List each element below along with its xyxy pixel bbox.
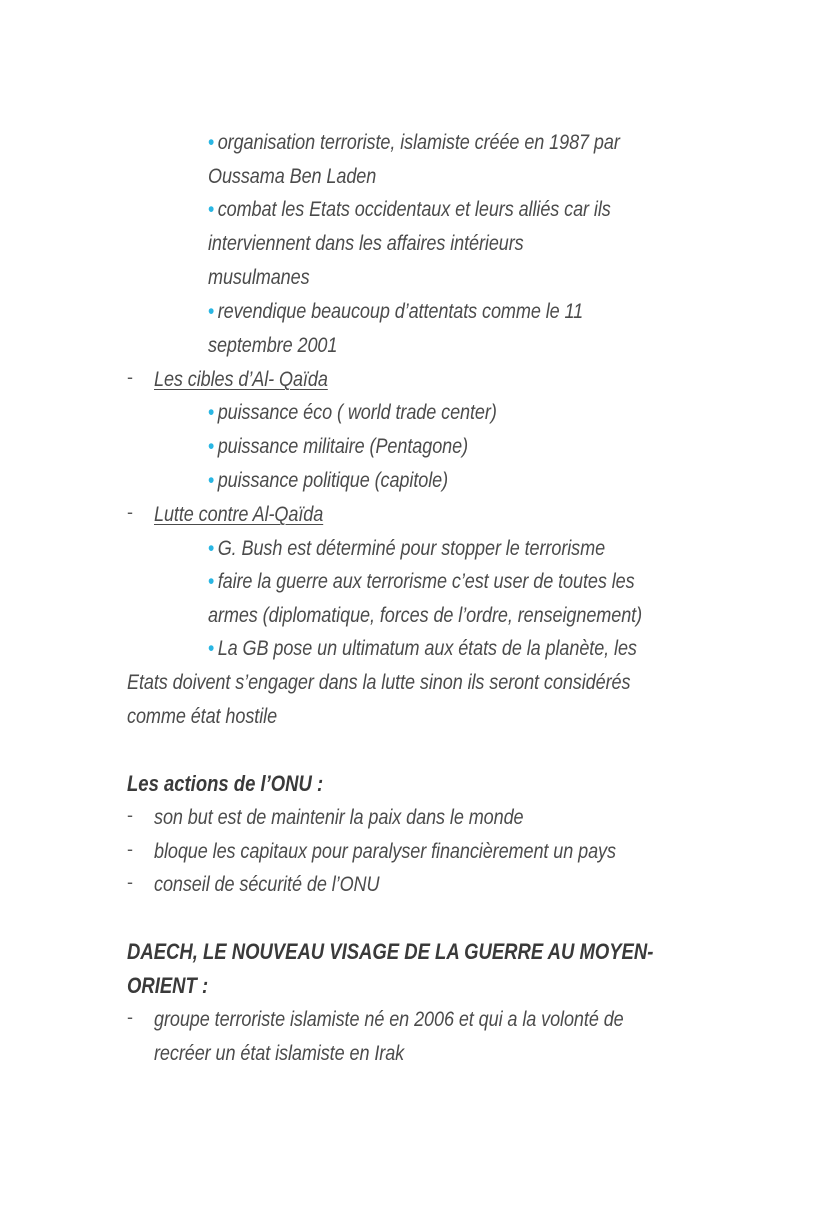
definition-line: septembre 2001 [208, 334, 338, 357]
fight-line: comme état hostile [127, 705, 278, 728]
definition-line: Oussama Ben Laden [208, 165, 377, 188]
onu-item: bloque les capitaux pour paralyser financièrement un pays [154, 840, 616, 863]
daech-heading-line2: ORIENT : [127, 973, 209, 998]
definition-line: interviennent dans les affaires intérieurs [208, 232, 524, 255]
fight-item: • La GB pose un ultimatum aux états de la planète, les [208, 637, 637, 660]
definition-bullet-2: • combat les Etats occidentaux et leurs alliés car ils [208, 198, 611, 221]
dash-marker: - [127, 502, 133, 522]
dash-marker: - [127, 805, 133, 825]
dash-marker: - [127, 1007, 133, 1027]
dash-marker: - [127, 367, 133, 387]
bullet-icon: • [208, 435, 215, 458]
definition-bullet-3: • revendique beaucoup d’attentats comme le 11 [208, 300, 584, 323]
daech-heading-line1: DAECH, LE NOUVEAU VISAGE DE LA GUERRE AU MOYEN- [127, 939, 654, 964]
targets-subtitle: Les cibles d’Al- Qaïda [154, 368, 328, 391]
bullet-icon: • [208, 300, 215, 323]
onu-item: son but est de maintenir la paix dans le monde [154, 806, 524, 829]
bullet-icon: • [208, 131, 215, 154]
onu-heading: Les actions de l’ONU : [127, 771, 324, 796]
definition-bullet-1: • organisation terroriste, islamiste créée en 1987 par [208, 131, 620, 154]
onu-item: conseil de sécurité de l’ONU [154, 873, 380, 896]
bullet-icon: • [208, 401, 215, 424]
fight-line: Etats doivent s’engager dans la lutte sinon ils seront considérés [127, 671, 631, 694]
daech-item-continued: recréer un état islamiste en Irak [154, 1042, 405, 1065]
target-item: • puissance politique (capitole) [208, 469, 449, 492]
daech-item: groupe terroriste islamiste né en 2006 et qui a la volonté de [154, 1008, 624, 1031]
definition-line: musulmanes [208, 266, 310, 289]
dash-marker: - [127, 872, 133, 892]
target-item: • puissance éco ( world trade center) [208, 401, 497, 424]
fight-item: • G. Bush est déterminé pour stopper le terrorisme [208, 537, 606, 560]
fight-line: armes (diplomatique, forces de l’ordre, renseignement) [208, 604, 643, 627]
bullet-icon: • [208, 469, 215, 492]
bullet-icon: • [208, 570, 215, 593]
fight-subtitle: Lutte contre Al-Qaïda [154, 503, 324, 526]
bullet-icon: • [208, 637, 215, 660]
bullet-icon: • [208, 537, 215, 560]
target-item: • puissance militaire (Pentagone) [208, 435, 469, 458]
dash-marker: - [127, 839, 133, 859]
fight-item: • faire la guerre aux terrorisme c’est user de toutes les [208, 570, 635, 593]
bullet-icon: • [208, 198, 215, 221]
